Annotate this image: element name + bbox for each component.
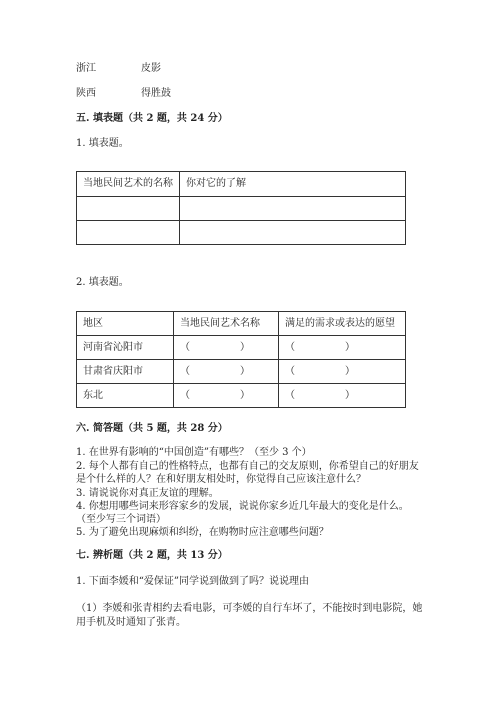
section6-line-4: 3. 请说说你对真正友谊的理解。 — [76, 488, 219, 499]
table2-region-cell: 河南省沁阳市 — [77, 336, 174, 360]
table2-answer-cell[interactable] — [174, 336, 279, 360]
paren-close: ） — [240, 389, 250, 401]
section6-line-6: （至少写三个词语） — [76, 514, 166, 525]
section6-line-3: 是个什么样的人？在和好朋友相处时，你觉得自己应该注意什么？ — [76, 474, 366, 485]
section5-q2-label: 2. 填表题。 — [76, 277, 129, 288]
match-left-1: 浙江 — [76, 63, 96, 74]
section7-title: 七. 辨析题（共 2 题，共 13 分） — [76, 550, 228, 561]
table1-cell[interactable] — [77, 221, 180, 245]
section6-title: 六. 简答题（共 5 题，共 28 分） — [76, 423, 228, 434]
table2-header-art: 当地民间艺术名称 — [174, 312, 279, 336]
paren-open: （ — [285, 389, 295, 401]
paren-open: （ — [285, 365, 295, 377]
section6-line-5: 4. 你想用哪些词来形容家乡的发展，说说你家乡近几年最大的变化是什么。 — [76, 501, 409, 512]
table1-header-name: 当地民间艺术的名称 — [77, 172, 180, 197]
section5-title: 五. 填表题（共 2 题，共 24 分） — [76, 113, 228, 124]
section6-line-1: 1. 在世界有影响的“中国创造”有哪些？（至少 3 个） — [76, 447, 312, 458]
paren-open: （ — [180, 365, 190, 377]
paren-close: ） — [240, 365, 250, 377]
table2-answer-cell[interactable] — [279, 360, 406, 384]
table1-cell[interactable] — [77, 197, 180, 221]
paren-open: （ — [180, 341, 190, 353]
table1-header-understanding: 你对它的了解 — [180, 172, 406, 197]
paren-close: ） — [345, 389, 355, 401]
paren-close: ） — [345, 341, 355, 353]
match-left-2: 陕西 — [76, 88, 96, 99]
fill-table-2 — [76, 311, 406, 408]
table2-header-wish: 满足的需求或表达的愿望 — [279, 312, 406, 336]
paren-close: ） — [345, 365, 355, 377]
table2-region-cell: 甘肃省庆阳市 — [77, 360, 174, 384]
paren-open: （ — [285, 341, 295, 353]
table2-answer-cell[interactable] — [279, 384, 406, 408]
section7-q1: 1. 下面李媛和“爱保证”同学说到做到了吗？说说理由 — [76, 576, 309, 587]
table2-region-cell: 东北 — [77, 384, 174, 408]
paren-open: （ — [180, 389, 190, 401]
section7-para-line-2: 用手机及时通知了张青。 — [76, 617, 186, 628]
fill-table-1 — [76, 171, 406, 245]
match-right-1: 皮影 — [141, 63, 161, 74]
section6-line-2: 2. 每个人都有自己的性格特点，也都有自己的交友原则，你希望自己的好朋友 — [76, 461, 419, 472]
section7-para-line-1: （1）李媛和张青相约去看电影，可李媛的自行车坏了，不能按时到电影院，她 — [76, 603, 423, 614]
match-right-2: 得胜鼓 — [141, 88, 171, 99]
table2-answer-cell[interactable] — [174, 360, 279, 384]
paren-close: ） — [240, 341, 250, 353]
section6-line-7: 5. 为了避免出现麻烦和纠纷，在购物时应注意哪些问题？ — [76, 527, 329, 538]
table2-header-region: 地区 — [77, 312, 174, 336]
table1-cell[interactable] — [180, 221, 406, 245]
section5-q1-label: 1. 填表题。 — [76, 138, 129, 149]
table2-answer-cell[interactable] — [279, 336, 406, 360]
table2-answer-cell[interactable] — [174, 384, 279, 408]
table1-cell[interactable] — [180, 197, 406, 221]
